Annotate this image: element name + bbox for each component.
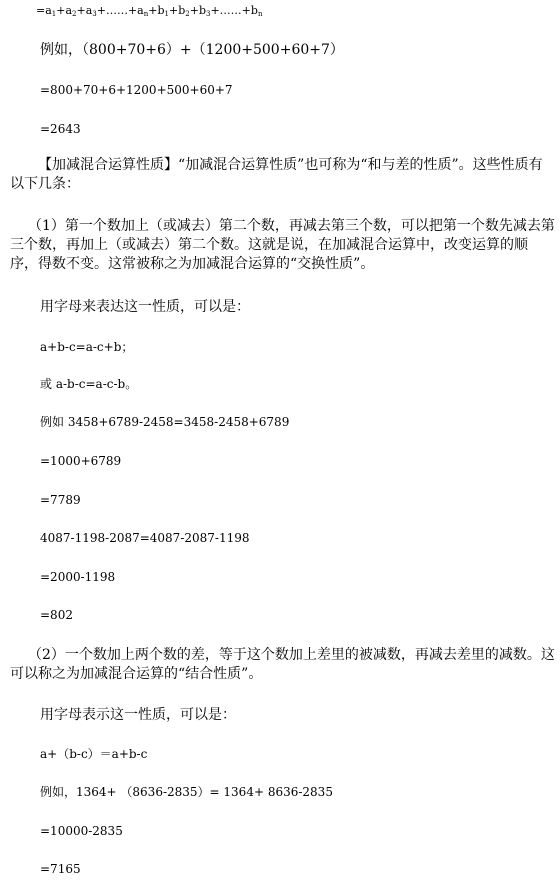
step-line-6: =7165 — [40, 862, 81, 876]
equation-line-2: 4087-1198-2087=4087-2087-1198 — [40, 531, 250, 545]
example-line-2: 例如 3458+6789-2458=3458-2458+6789 — [40, 415, 290, 429]
section-intro-paragraph: 【加减混合运算性质】“加减混合运算性质”也可称为“和与差的性质”。这些性质有以下几条： — [10, 157, 543, 192]
equation-line: =800+70+6+1200+500+60+7 — [40, 83, 233, 97]
example-line-1: 例如，（800+70+6）+（1200+500+60+7） — [40, 42, 344, 58]
step-line-2: =7789 — [40, 493, 81, 507]
formula-line-2: 或 a-b-c=a-c-b。 — [40, 377, 138, 391]
result-line: =2643 — [40, 122, 81, 136]
step-line-1: =1000+6789 — [40, 454, 122, 468]
letter-expression-intro: 用字母来表达这一性质，可以是： — [40, 299, 250, 315]
step-line-4: =802 — [40, 608, 73, 622]
step-line-5: =10000-2835 — [40, 824, 123, 838]
rule-1-paragraph: （1）第一个数加上（或减去）第二个数，再减去第三个数，可以把第一个数先减去第三个数，再加上（或减去）第二个数。这就是说，在加减混合运算中，改变运算的顺序，得数不变。这常被称之为加减混合运算的“交换性质”。 — [10, 218, 555, 272]
step-line-3: =2000-1198 — [40, 570, 116, 584]
formula-line-1: a+b-c=a-c+b； — [40, 340, 134, 354]
letter-expression-intro-2: 用字母表示这一性质，可以是： — [40, 707, 236, 723]
example-line-3: 例如，1364+ （8636-2835）= 1364+ 8636-2835 — [40, 785, 333, 799]
formula-line-3: a+（b-c）＝a+b-c — [40, 747, 148, 761]
rule-2-paragraph: （2）一个数加上两个数的差，等于这个数加上差里的被减数，再减去差里的减数。这可以称之为加减混合运算的“结合性质”。 — [10, 647, 555, 682]
sum-expression-line: $=a_1+a_2+a_3+\dots\dots+a_n+b_1+b_2+b_3+\dots\dots+b_n$ — [36, 4, 263, 18]
